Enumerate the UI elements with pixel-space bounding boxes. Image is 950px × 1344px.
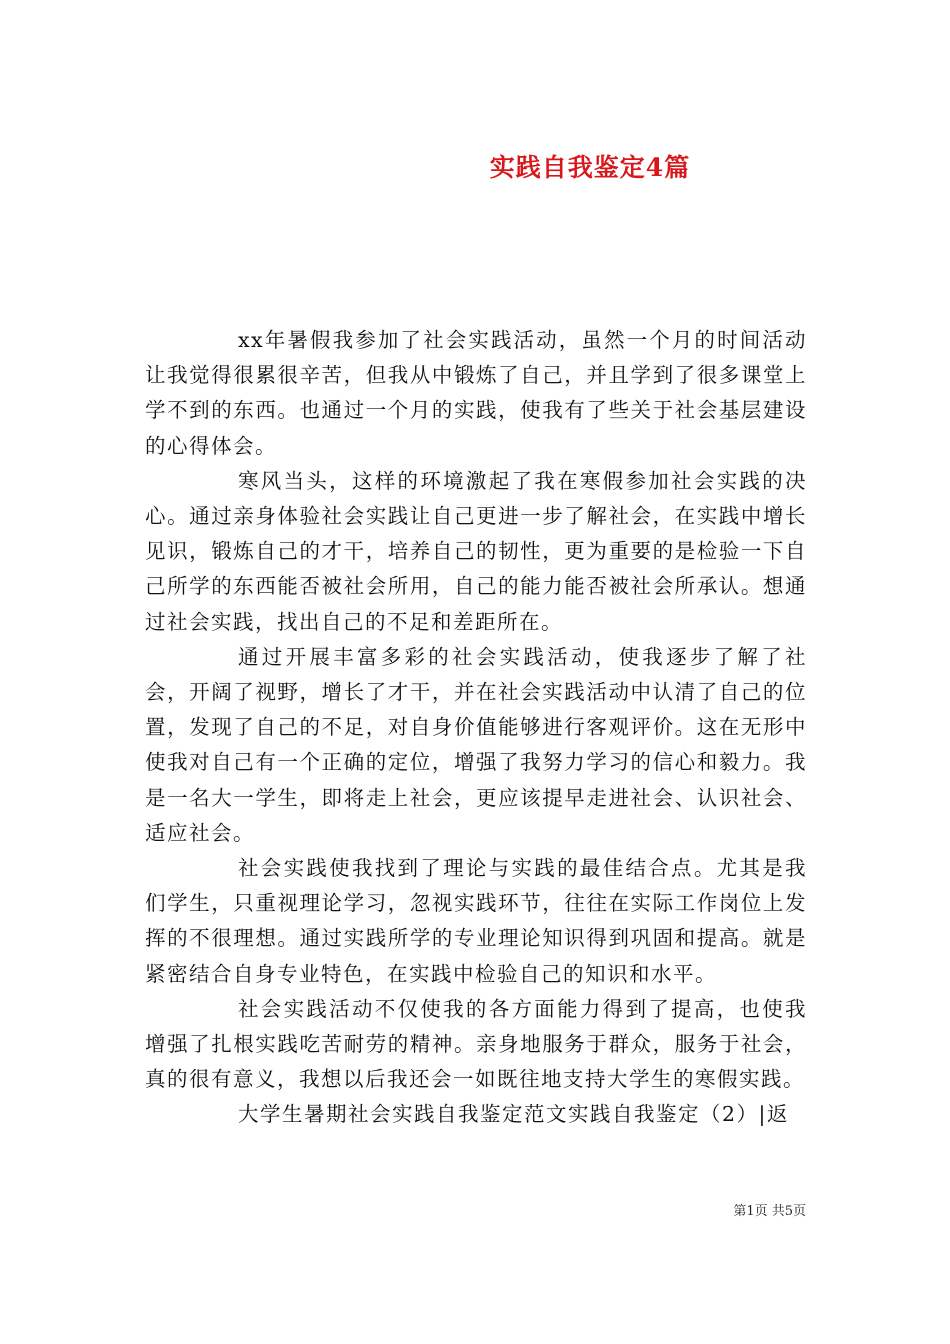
document-title: 实践自我鉴定4篇 <box>489 152 691 182</box>
paragraph: 大学生暑期社会实践自我鉴定范文实践自我鉴定（2）|返 <box>238 1102 789 1127</box>
paragraph: 社会实践活动不仅使我的各方面能力得到了提高，也使我增强了扎根实践吃苦耐劳的精神。亲身地服务于群众，服务于社会，真的很有意义，我想以后我还会一如既往地支持大学生的寒假实践。 <box>145 996 807 1092</box>
document-body <box>145 323 807 1133</box>
page-number-footer: 第1页 共5页 <box>733 1204 806 1219</box>
paragraph: 社会实践使我找到了理论与实践的最佳结合点。尤其是我们学生，只重视理论学习，忽视实践环节，往往在实际工作岗位上发挥的不很理想。通过实践所学的专业理论知识得到巩固和提高。就是紧密结合自身专业特色，在实践中检验自己的知识和水平。 <box>145 856 807 986</box>
paragraph: 寒风当头，这样的环境激起了我在寒假参加社会实践的决心。通过亲身体验社会实践让自己更进一步了解社会，在实践中增长见识，锻炼自己的才干，培养自己的韧性，更为重要的是检验一下自己所学的东西能否被社会所用，自己的能力能否被社会所承认。想通过社会实践，找出自己的不足和差距所在。 <box>145 468 807 634</box>
paragraph: xx年暑假我参加了社会实践活动，虽然一个月的时间活动让我觉得很累很辛苦，但我从中锻炼了自己，并且学到了很多课堂上学不到的东西。也通过一个月的实践，使我有了些关于社会基层建设的心得体会。 <box>145 328 807 458</box>
paragraph: 通过开展丰富多彩的社会实践活动，使我逐步了解了社会，开阔了视野，增长了才干，并在社会实践活动中认清了自己的位置，发现了自己的不足，对自身价值能够进行客观评价。这在无形中使我对自己有一个正确的定位，增强了我努力学习的信心和毅力。我是一名大一学生，即将走上社会，更应该提早走进社会、认识社会、适应社会。 <box>145 644 807 845</box>
